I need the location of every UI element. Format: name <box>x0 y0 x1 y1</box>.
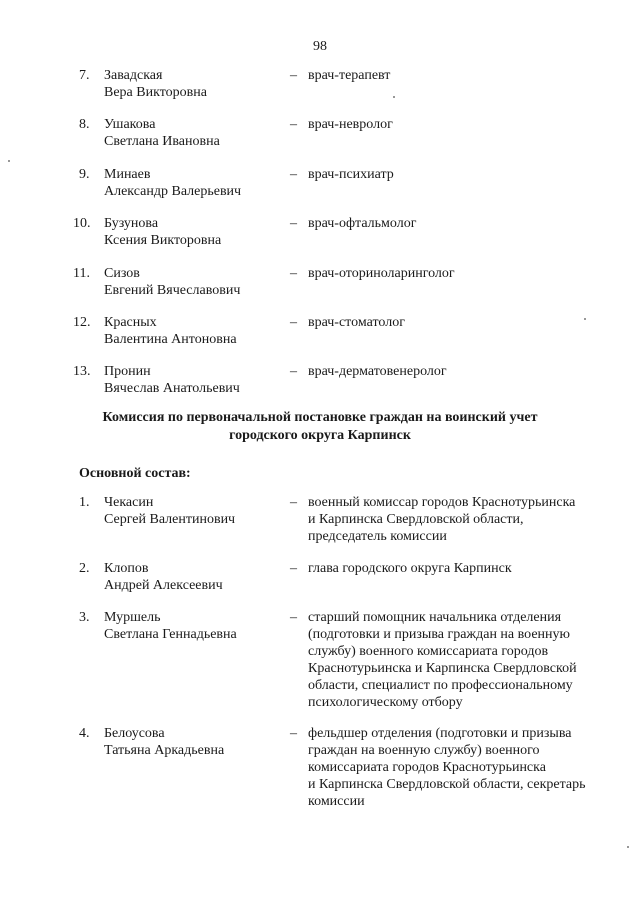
main-composition-label: Основной состав: <box>79 466 191 481</box>
surname: Пронин <box>104 364 151 379</box>
dash: – <box>290 364 297 379</box>
item-number: 10. <box>73 216 91 231</box>
scan-speck <box>393 96 395 98</box>
given-names: Светлана Геннадьевна <box>104 627 237 642</box>
person-name <box>104 265 284 299</box>
commission-heading-line: Комиссия по первоначальной постановке граждан на воинский учет <box>102 410 538 425</box>
position <box>308 494 613 545</box>
person-name <box>104 609 284 643</box>
given-names: Вячеслав Анатольевич <box>104 381 240 396</box>
given-names: Ксения Викторовна <box>104 233 222 248</box>
scan-speck <box>8 160 10 162</box>
given-names: Андрей Алексеевич <box>104 578 223 593</box>
dash: – <box>290 68 297 83</box>
given-names: Татьяна Аркадьевна <box>104 743 225 758</box>
item-number: 4. <box>79 726 90 741</box>
position-line: области, специалист по профессиональному <box>308 678 573 693</box>
surname: Минаев <box>104 167 151 182</box>
position-line: председатель комиссии <box>308 529 447 544</box>
dash: – <box>290 315 297 330</box>
position <box>308 116 613 133</box>
position-line: врач-стоматолог <box>308 315 405 330</box>
person-name <box>104 560 284 594</box>
position-line: (подготовки и призыва граждан на военную <box>308 627 570 642</box>
item-number: 2. <box>79 561 90 576</box>
position-line: врач-терапевт <box>308 68 391 83</box>
position-line: военный комиссар городов Краснотурьинска <box>308 495 576 510</box>
position-line: старший помощник начальника отделения <box>308 610 562 625</box>
dash: – <box>290 216 297 231</box>
person-name <box>104 314 284 348</box>
position <box>308 725 613 810</box>
item-number: 13. <box>73 364 91 379</box>
position-line: врач-невролог <box>308 117 393 132</box>
item-number: 12. <box>73 315 91 330</box>
given-names: Валентина Антоновна <box>104 332 237 347</box>
surname: Бузунова <box>104 216 159 231</box>
given-names: Евгений Вячеславович <box>104 283 241 298</box>
position-line: и Карпинска Свердловской области, <box>308 512 524 527</box>
position-line: службу) военного комиссариата городов <box>308 644 549 659</box>
given-names: Вера Викторовна <box>104 85 207 100</box>
scan-speck <box>584 318 586 320</box>
dash: – <box>290 495 297 510</box>
surname: Клопов <box>104 561 149 576</box>
surname: Муршель <box>104 610 161 625</box>
person-name <box>104 166 284 200</box>
given-names: Александр Валерьевич <box>104 184 242 199</box>
person-name <box>104 116 284 150</box>
dash: – <box>290 117 297 132</box>
position-line: граждан на военную службу) военного <box>308 743 540 758</box>
position <box>308 265 613 282</box>
surname: Ушакова <box>104 117 156 132</box>
position-line: Краснотурьинска и Карпинска Свердловской <box>308 661 577 676</box>
person-name <box>104 725 284 759</box>
scan-speck <box>627 846 629 848</box>
dash: – <box>290 610 297 625</box>
dash: – <box>290 561 297 576</box>
item-number: 7. <box>79 68 90 83</box>
position <box>308 166 613 183</box>
position <box>308 363 613 380</box>
position <box>308 215 613 232</box>
person-name <box>104 494 284 528</box>
item-number: 8. <box>79 117 90 132</box>
item-number: 11. <box>73 266 90 281</box>
position-line: фельдшер отделения (подготовки и призыва <box>308 726 572 741</box>
position-line: врач-оториноларинголог <box>308 266 455 281</box>
surname: Белоусова <box>104 726 165 741</box>
position <box>308 67 613 84</box>
given-names: Сергей Валентинович <box>104 512 236 527</box>
position <box>308 560 613 577</box>
person-name <box>104 215 284 249</box>
position-line: врач-дерматовенеролог <box>308 364 447 379</box>
item-number: 9. <box>79 167 90 182</box>
commission-heading-line: городского округа Карпинск <box>229 428 411 443</box>
dash: – <box>290 726 297 741</box>
dash: – <box>290 266 297 281</box>
item-number: 3. <box>79 610 90 625</box>
position <box>308 314 613 331</box>
surname: Красных <box>104 315 157 330</box>
surname: Чекасин <box>104 495 154 510</box>
item-number: 1. <box>79 495 90 510</box>
surname: Завадская <box>104 68 163 83</box>
position-line: психологическому отбору <box>308 695 463 710</box>
position <box>308 609 613 711</box>
page-number: 98 <box>313 39 327 54</box>
position-line: комиссариата городов Краснотурьинска <box>308 760 546 775</box>
person-name <box>104 363 284 397</box>
position-line: врач-офтальмолог <box>308 216 417 231</box>
position-line: и Карпинска Свердловской области, секретарь <box>308 777 586 792</box>
position-line: комиссии <box>308 794 365 809</box>
position-line: врач-психиатр <box>308 167 394 182</box>
person-name <box>104 67 284 101</box>
given-names: Светлана Ивановна <box>104 134 220 149</box>
commission-heading <box>0 409 640 445</box>
position-line: глава городского округа Карпинск <box>308 561 512 576</box>
surname: Сизов <box>104 266 140 281</box>
dash: – <box>290 167 297 182</box>
